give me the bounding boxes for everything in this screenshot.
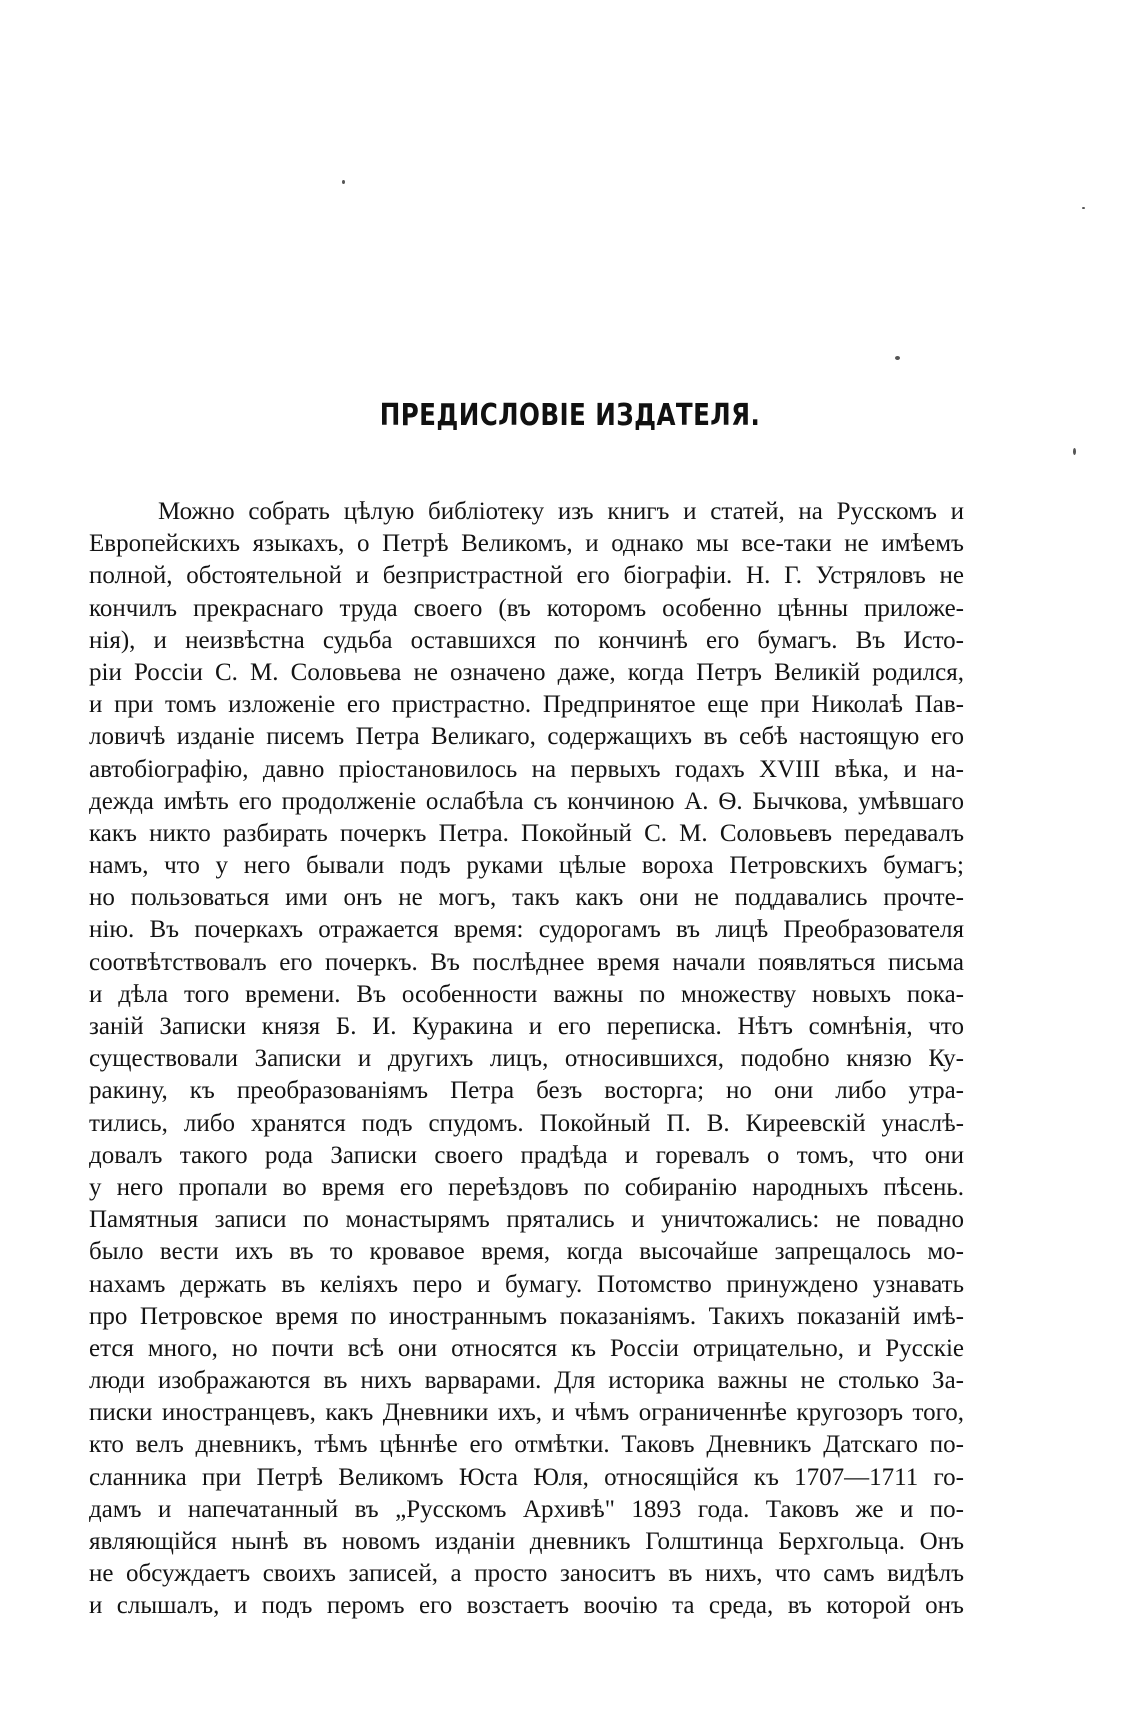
text-line: не обсуждаетъ своихъ записей, а просто заноситъ въ нихъ, что самъ видѣлъ: [89, 1560, 964, 1588]
text-line: и дѣла того времени. Въ особенности важны по множеству новыхъ пока-: [89, 980, 964, 1008]
print-speck: [342, 180, 345, 184]
text-line: и слышалъ, и подъ перомъ его возстаетъ воочiю та среда, въ которой онъ: [89, 1592, 964, 1620]
text-line: ракину, къ преобразованiямъ Петра безъ восторга; но они либо утра-: [89, 1077, 964, 1105]
text-line: нахамъ держать въ келiяхъ перо и бумагу. Потомство принуждено узнавать: [89, 1270, 964, 1298]
print-speck: [1073, 448, 1076, 455]
text-line: нiя), и неизвѣстна судьба оставшихся по кончинѣ его бумагъ. Въ Исто-: [89, 626, 964, 654]
text-line: существовали Записки и другихъ лицъ, относившихся, подобно князю Ку-: [89, 1045, 964, 1073]
text-line: ется много, но почти всѣ они относятся къ Россiи отрицательно, и Русскiе: [89, 1334, 964, 1362]
text-line: занiй Записки князя Б. И. Куракина и его переписка. Нѣтъ сомнѣнiя, что: [89, 1013, 964, 1040]
text-line: автобiографiю, давно прiостановилось на первыхъ годахъ XVIII вѣка, и на-: [89, 755, 964, 783]
text-line: ловичѣ изданiе писемъ Петра Великаго, содержащихъ въ себѣ настоящую его: [89, 723, 964, 751]
text-line: про Петровское время по иностраннымъ показанiямъ. Такихъ показанiй имѣ-: [89, 1302, 964, 1330]
text-line: сланника при Петрѣ Великомъ Юста Юля, относящiйся къ 1707—1711 го-: [89, 1463, 964, 1491]
text-line: и при томъ изложенiе его пристрастно. Предпринятое еще при Николаѣ Пав-: [89, 691, 964, 719]
text-line: Можно собрать цѣлую библiотеку изъ книгъ и статей, на Русскомъ и: [158, 498, 964, 525]
text-line: дамъ и напечатанный въ „Русскомъ Архивѣ" 1893 года. Таковъ же и по-: [89, 1495, 964, 1523]
page-title: ПРЕДИСЛОВIЕ ИЗДАТЕЛЯ.: [379, 398, 761, 433]
text-line: но пользоваться ими онъ не могъ, такъ какъ они не поддавались прочте-: [89, 884, 964, 912]
text-line: люди изображаются въ нихъ варварами. Для историка важны не столько За-: [89, 1367, 964, 1395]
text-line: соотвѣтствовалъ его почеркъ. Въ послѣднее время начали появляться письма: [89, 948, 964, 976]
text-line: намъ, что у него бывали подъ руками цѣлые вороха Петровскихъ бумагъ;: [89, 852, 964, 880]
text-line: довалъ такого рода Записки своего прадѣда и горевалъ о томъ, что они: [89, 1141, 964, 1169]
text-line: у него пропали во время его переѣздовъ по собиранiю народныхъ пѣсень.: [89, 1173, 964, 1201]
text-line: дежда имѣть его продолженiе ослабѣла съ кончиною А. Ѳ. Бычкова, умѣвшаго: [89, 787, 964, 815]
text-line: какъ никто разбирать почеркъ Петра. Покойный С. М. Соловьевъ передавалъ: [89, 819, 964, 847]
text-line: являющiйся нынѣ въ новомъ изданiи дневникъ Голштинца Берхгольца. Онъ: [89, 1528, 964, 1555]
print-speck: [895, 356, 900, 360]
text-line: тились, либо хранятся подъ спудомъ. Покойный П. В. Киреевскiй унаслѣ-: [89, 1109, 964, 1137]
text-line: кончилъ прекраснаго труда своего (въ которомъ особенно цѣнны приложе-: [89, 594, 964, 622]
text-line: писки иностранцевъ, какъ Дневники ихъ, и чѣмъ ограниченнѣе кругозоръ того,: [89, 1399, 964, 1427]
text-line: рiи Россiи С. М. Соловьева не означено даже, когда Петръ Великiй родился,: [89, 658, 964, 686]
text-line: кто велъ дневникъ, тѣмъ цѣннѣе его отмѣтки. Таковъ Дневникъ Датскаго по-: [89, 1431, 964, 1459]
text-line: полной, обстоятельной и безпристрастной его бiографiи. Н. Г. Устряловъ не: [89, 562, 964, 590]
text-line: Европейскихъ языкахъ, о Петрѣ Великомъ, и однако мы все-таки не имѣемъ: [89, 530, 964, 558]
print-speck: [1082, 207, 1085, 209]
text-line: Памятныя записи по монастырямъ прятались и уничтожались: не повадно: [89, 1206, 964, 1234]
body-text: [89, 496, 964, 1623]
text-line: нiю. Въ почеркахъ отражается время: судорогамъ въ лицѣ Преобразователя: [89, 916, 964, 944]
text-line: было вести ихъ въ то кровавое время, когда высочайше запрещалось мо-: [89, 1238, 964, 1266]
